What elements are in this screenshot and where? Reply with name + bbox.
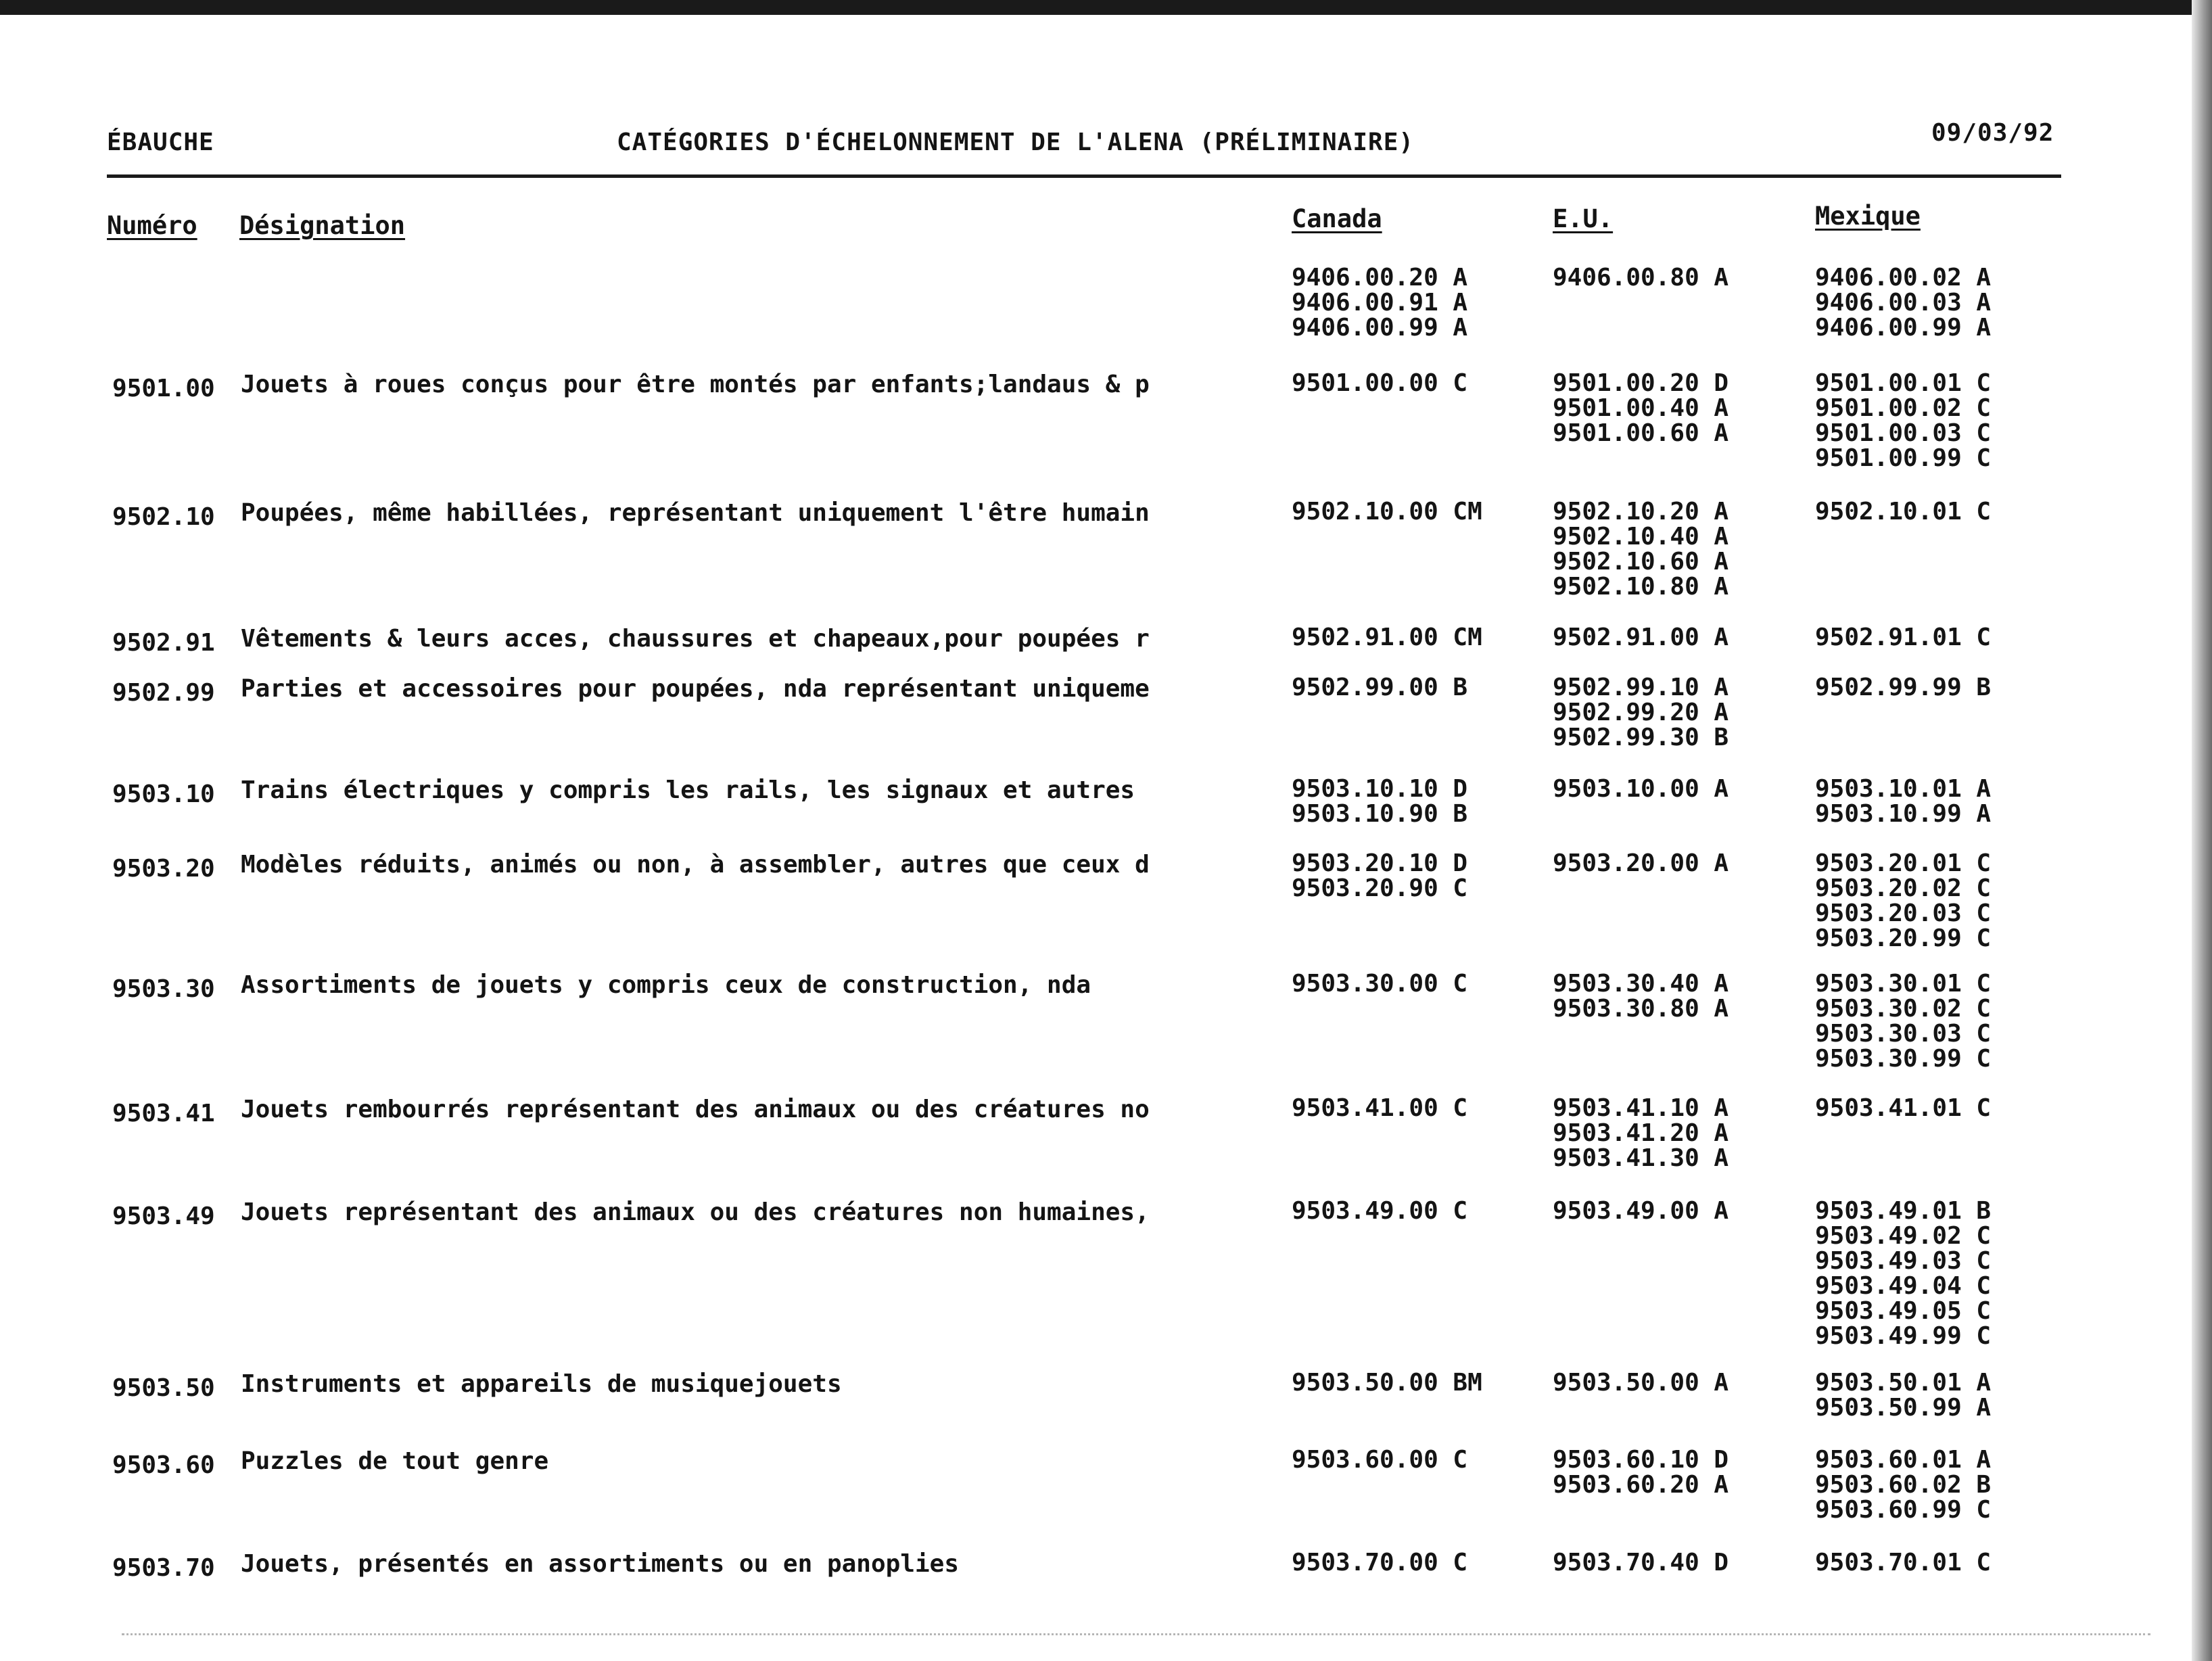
row-numero: 9503.41: [112, 1100, 215, 1127]
row-codes-mexique: [1815, 1096, 1991, 1121]
row-numero: 9503.70: [112, 1554, 215, 1582]
tariff-code: 9502.99.10 A: [1553, 674, 1729, 701]
row-numero: 9502.91: [112, 629, 215, 657]
tariff-code: 9503.49.00 A: [1553, 1197, 1729, 1225]
row-codes-canada: [1292, 1370, 1482, 1395]
tariff-code: 9503.20.00 A: [1553, 849, 1729, 877]
col-header-canada: Canada: [1292, 204, 1382, 233]
tariff-code: 9503.70.40 D: [1553, 1549, 1729, 1576]
tariff-code: 9503.60.00 C: [1292, 1446, 1468, 1474]
row-codes-eu: [1553, 675, 1728, 750]
row-codes-canada: [1292, 1198, 1467, 1223]
row-codes-eu: [1553, 971, 1728, 1021]
tariff-code: 9503.49.01 B: [1815, 1197, 1992, 1225]
row-codes-eu: [1553, 776, 1728, 801]
row-codes-mexique: [1815, 971, 1991, 1071]
row-codes-eu: [1553, 371, 1728, 446]
row-designation: Puzzles de tout genre: [241, 1447, 549, 1475]
tariff-code: 9503.60.20 A: [1553, 1471, 1729, 1499]
row-codes-eu: [1553, 625, 1728, 650]
row-codes-eu: [1553, 1370, 1728, 1395]
tariff-code: 9501.00.00 C: [1292, 369, 1468, 397]
tariff-code: 9503.30.00 C: [1292, 970, 1468, 998]
col-header-mexique: Mexique: [1815, 202, 1921, 231]
col-header-designation: Désignation: [239, 211, 406, 240]
row-numero: 9502.99: [112, 679, 215, 707]
tariff-code: 9503.20.90 C: [1292, 874, 1468, 902]
tariff-code: 9503.30.40 A: [1553, 970, 1729, 998]
row-codes-mexique: [1815, 499, 1991, 524]
tariff-code: 9502.99.30 B: [1553, 724, 1729, 751]
row-designation: Trains électriques y compris les rails, les signaux et autres: [241, 776, 1135, 804]
row-designation: Instruments et appareils de musiquejouets: [241, 1370, 842, 1398]
row-codes-canada: [1292, 265, 1467, 340]
row-codes-canada: [1292, 776, 1467, 826]
row-codes-mexique: [1815, 1198, 1991, 1349]
row-codes-canada: [1292, 1550, 1467, 1575]
row-codes-canada: [1292, 499, 1482, 524]
tariff-code: 9501.00.02 C: [1815, 394, 1992, 422]
tariff-code: 9503.20.10 D: [1292, 849, 1468, 877]
tariff-code: 9502.10.40 A: [1553, 523, 1729, 551]
tariff-code: 9406.00.80 A: [1553, 264, 1729, 291]
tariff-code: 9503.49.99 C: [1815, 1322, 1992, 1350]
tariff-code: 9501.00.03 C: [1815, 419, 1992, 447]
header-rule: [107, 174, 2061, 178]
row-codes-canada: [1292, 851, 1467, 901]
tariff-code: 9503.49.02 C: [1815, 1222, 1992, 1250]
col-header-numero: Numéro: [107, 211, 197, 240]
row-numero: 9503.60: [112, 1451, 215, 1479]
scan-edge-top: [0, 0, 2212, 15]
tariff-code: 9503.41.01 C: [1815, 1094, 1992, 1122]
row-designation: Assortiments de jouets y compris ceux de construction, nda: [241, 971, 1091, 999]
tariff-code: 9503.70.01 C: [1815, 1549, 1992, 1576]
tariff-code: 9502.91.01 C: [1815, 624, 1992, 651]
tariff-code: 9503.30.01 C: [1815, 970, 1992, 998]
tariff-code: 9406.00.20 A: [1292, 264, 1468, 291]
row-numero: 9503.50: [112, 1374, 215, 1402]
tariff-code: 9503.10.00 A: [1553, 775, 1729, 803]
row-codes-mexique: [1815, 371, 1991, 471]
row-designation: Jouets représentant des animaux ou des créatures non humaines,: [241, 1198, 1150, 1226]
row-codes-mexique: [1815, 851, 1991, 951]
row-codes-canada: [1292, 625, 1482, 650]
tariff-code: 9502.10.01 C: [1815, 498, 1992, 525]
tariff-code: 9503.10.90 B: [1292, 800, 1468, 828]
row-numero: 9503.30: [112, 975, 215, 1003]
tariff-code: 9502.91.00 A: [1553, 624, 1729, 651]
row-codes-mexique: [1815, 1550, 1991, 1575]
tariff-code: 9503.41.30 A: [1553, 1144, 1729, 1172]
tariff-code: 9503.20.02 C: [1815, 874, 1992, 902]
row-codes-canada: [1292, 675, 1467, 700]
row-codes-canada: [1292, 1096, 1467, 1121]
tariff-code: 9503.41.20 A: [1553, 1119, 1729, 1147]
row-codes-eu: [1553, 1096, 1728, 1171]
row-codes-eu: [1553, 1550, 1728, 1575]
tariff-code: 9503.30.02 C: [1815, 995, 1992, 1023]
row-designation: Parties et accessoires pour poupées, nda représentant uniqueme: [241, 675, 1150, 703]
tariff-code: 9502.99.20 A: [1553, 699, 1729, 726]
tariff-code: 9503.49.03 C: [1815, 1247, 1992, 1275]
tariff-code: 9503.50.01 A: [1815, 1369, 1992, 1397]
row-numero: 9502.10: [112, 503, 215, 531]
row-numero: 9503.49: [112, 1202, 215, 1230]
row-codes-eu: [1553, 1447, 1728, 1497]
row-designation: Jouets à roues conçus pour être montés par enfants;landaus & p: [241, 371, 1150, 398]
tariff-code: 9503.20.01 C: [1815, 849, 1992, 877]
row-codes-mexique: [1815, 625, 1991, 650]
row-codes-canada: [1292, 371, 1467, 396]
row-codes-mexique: [1815, 675, 1991, 700]
tariff-code: 9502.91.00 CM: [1292, 624, 1482, 651]
row-codes-canada: [1292, 1447, 1467, 1472]
tariff-code: 9502.10.00 CM: [1292, 498, 1482, 525]
row-numero: 9503.10: [112, 780, 215, 808]
tariff-code: 9503.49.05 C: [1815, 1297, 1992, 1325]
tariff-code: 9503.60.02 B: [1815, 1471, 1992, 1499]
tariff-code: 9503.30.03 C: [1815, 1020, 1992, 1048]
tariff-code: 9502.10.60 A: [1553, 548, 1729, 576]
tariff-code: 9406.00.03 A: [1815, 289, 1992, 317]
tariff-code: 9503.49.04 C: [1815, 1272, 1992, 1300]
tariff-code: 9503.10.99 A: [1815, 800, 1992, 828]
tariff-code: 9503.50.00 A: [1553, 1369, 1729, 1397]
row-designation: Jouets, présentés en assortiments ou en panoplies: [241, 1550, 960, 1578]
tariff-code: 9502.10.20 A: [1553, 498, 1729, 525]
tariff-code: 9503.60.99 C: [1815, 1496, 1992, 1524]
row-codes-canada: [1292, 971, 1467, 996]
tariff-code: 9501.00.99 C: [1815, 444, 1992, 472]
tariff-code: 9503.41.00 C: [1292, 1094, 1468, 1122]
row-codes-eu: [1553, 851, 1728, 876]
scan-edge-right: [2192, 0, 2212, 1661]
tariff-code: 9406.00.99 A: [1815, 314, 1992, 342]
tariff-code: 9501.00.60 A: [1553, 419, 1729, 447]
tariff-code: 9503.30.80 A: [1553, 995, 1729, 1023]
row-numero: 9501.00: [112, 375, 215, 402]
tariff-code: 9503.20.03 C: [1815, 899, 1992, 927]
tariff-code: 9406.00.91 A: [1292, 289, 1468, 317]
tariff-code: 9503.70.00 C: [1292, 1549, 1468, 1576]
row-codes-eu: [1553, 1198, 1728, 1223]
tariff-code: 9503.20.99 C: [1815, 925, 1992, 952]
tariff-code: 9502.99.99 B: [1815, 674, 1992, 701]
row-designation: Poupées, même habillées, représentant uniquement l'être humain: [241, 499, 1150, 527]
col-header-eu: E.U.: [1553, 204, 1614, 233]
tariff-code: 9406.00.02 A: [1815, 264, 1992, 291]
tariff-code: 9503.10.01 A: [1815, 775, 1992, 803]
row-designation: Vêtements & leurs acces, chaussures et chapeaux,pour poupées r: [241, 625, 1150, 653]
document-date: 09/03/92: [1931, 119, 2054, 147]
row-codes-mexique: [1815, 265, 1991, 340]
tariff-code: 9502.99.00 B: [1292, 674, 1468, 701]
tariff-code: 9503.60.10 D: [1553, 1446, 1729, 1474]
page-title: CATÉGORIES D'ÉCHELONNEMENT DE L'ALENA (PRÉLIMINAIRE): [617, 128, 1415, 156]
tariff-code: 9501.00.20 D: [1553, 369, 1729, 397]
row-designation: Jouets rembourrés représentant des animaux ou des créatures no: [241, 1096, 1150, 1123]
row-codes-mexique: [1815, 1447, 1991, 1522]
tariff-code: 9503.30.99 C: [1815, 1045, 1992, 1073]
row-designation: Modèles réduits, animés ou non, à assembler, autres que ceux d: [241, 851, 1150, 879]
tariff-code: 9503.60.01 A: [1815, 1446, 1992, 1474]
row-numero: 9503.20: [112, 855, 215, 883]
row-codes-mexique: [1815, 1370, 1991, 1420]
tariff-code: 9502.10.80 A: [1553, 573, 1729, 601]
tariff-code: 9503.49.00 C: [1292, 1197, 1468, 1225]
draft-label: ÉBAUCHE: [107, 128, 214, 156]
tariff-code: 9406.00.99 A: [1292, 314, 1468, 342]
scan-edge-bottom: [122, 1631, 2150, 1635]
tariff-code: 9501.00.40 A: [1553, 394, 1729, 422]
row-codes-eu: [1553, 499, 1728, 599]
tariff-code: 9503.50.00 BM: [1292, 1369, 1482, 1397]
tariff-code: 9501.00.01 C: [1815, 369, 1992, 397]
row-codes-mexique: [1815, 776, 1991, 826]
tariff-code: 9503.50.99 A: [1815, 1394, 1992, 1422]
tariff-code: 9503.41.10 A: [1553, 1094, 1729, 1122]
row-codes-eu: [1553, 265, 1728, 290]
tariff-code: 9503.10.10 D: [1292, 775, 1468, 803]
